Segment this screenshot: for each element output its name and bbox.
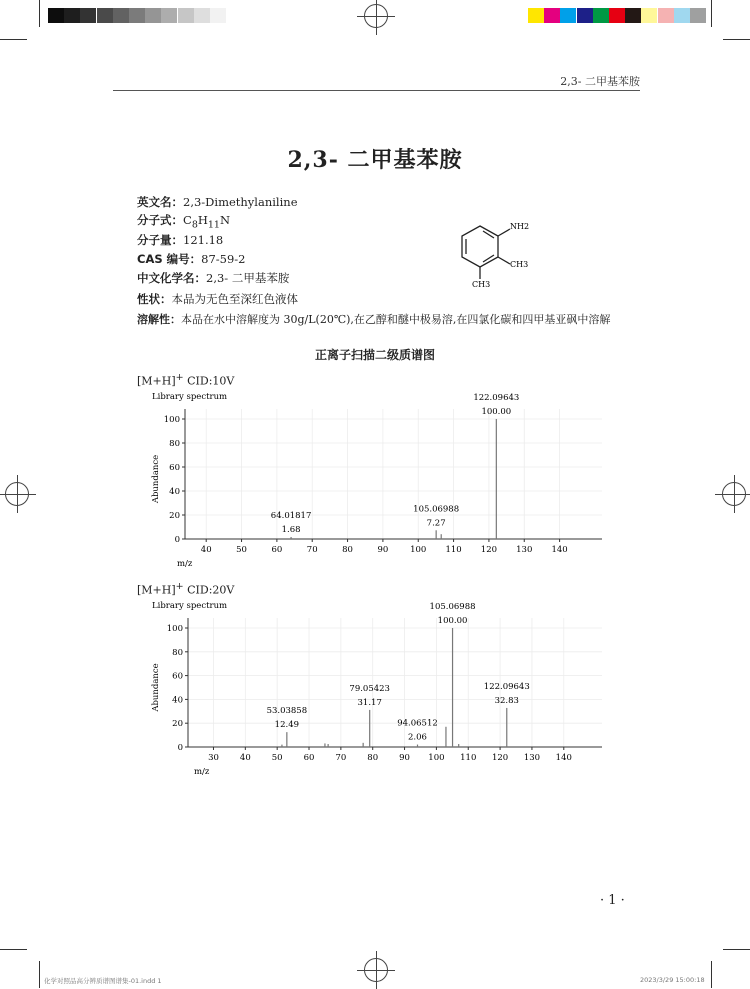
chinese-name-value: 2,3- 二甲基苯胺: [206, 271, 290, 285]
solubility-row: [137, 311, 610, 327]
peak-abundance-label: 100.00: [481, 407, 512, 417]
footer-file-info: 化学对照品高分辨质谱图谱集-01.indd 1: [44, 977, 162, 985]
color-swatch: [577, 8, 593, 23]
spectrum-1-chart: [140, 388, 610, 573]
appearance-row: [137, 291, 298, 307]
peak-abundance-label: 1.68: [281, 524, 301, 535]
cas-label: CAS 编号：: [137, 252, 202, 266]
x-tick-label: 130: [516, 545, 533, 555]
library-spectrum-label: Library spectrum: [152, 601, 228, 611]
crop-mark: [0, 949, 27, 950]
english-name-row: [137, 194, 298, 210]
x-tick-label: 40: [239, 753, 251, 763]
library-spectrum-label: Library spectrum: [152, 392, 228, 402]
peak-abundance-label: 31.17: [357, 697, 382, 708]
cas-value: 87-59-2: [201, 252, 246, 266]
color-swatch: [674, 8, 690, 23]
y-tick-label: 80: [172, 647, 183, 658]
y-tick-label: 40: [169, 487, 180, 497]
x-tick-label: 100: [410, 545, 427, 555]
registration-mark: [722, 482, 746, 506]
crop-mark: [723, 39, 750, 40]
solubility-label: 溶解性：: [137, 313, 181, 326]
gray-swatch: [178, 8, 194, 23]
formula-row: [137, 212, 230, 230]
y-tick-label: 60: [169, 463, 180, 473]
appearance-value: 本品为无色至深红色液体: [171, 292, 298, 306]
x-tick-label: 70: [306, 545, 318, 555]
y-tick-label: 80: [169, 439, 180, 449]
y-tick-label: 20: [172, 719, 183, 730]
peak-mz-label: 105.06988: [429, 602, 476, 612]
x-tick-label: 140: [555, 753, 572, 763]
x-tick-label: 120: [480, 545, 498, 555]
peak-mz-label: 122.09643: [473, 393, 520, 403]
color-swatch: [544, 8, 560, 23]
gray-swatch: [64, 8, 80, 23]
color-swatch: [690, 8, 706, 23]
y-tick-label: 60: [172, 671, 183, 682]
nh2-label: NH2: [510, 222, 530, 231]
gray-swatch: [129, 8, 145, 23]
x-tick-label: 110: [445, 545, 462, 555]
registration-mark: [364, 4, 388, 28]
mw-row: [137, 232, 223, 248]
y-axis-label: Abundance: [151, 454, 161, 504]
gray-swatch: [210, 8, 226, 23]
x-tick-label: 90: [377, 545, 389, 555]
page-title: 2,3- 二甲基苯胺: [287, 147, 463, 173]
mw-value: 121.18: [183, 233, 224, 247]
x-axis-label: m/z: [194, 767, 210, 777]
running-header: 2,3- 二甲基苯胺: [560, 75, 640, 88]
peak-mz-label: 64.01817: [270, 510, 312, 521]
x-tick-label: 100: [428, 753, 445, 763]
gray-swatch: [145, 8, 161, 23]
color-swatch: [560, 8, 576, 23]
y-tick-label: 0: [177, 743, 183, 753]
gray-swatch: [48, 8, 64, 23]
header-rule: [113, 90, 640, 91]
gray-swatch: [97, 8, 113, 23]
x-tick-label: 40: [200, 545, 212, 555]
registration-mark: [364, 958, 388, 982]
crop-mark: [711, 961, 712, 988]
y-axis-label: Abundance: [151, 663, 161, 712]
x-axis-label: m/z: [177, 559, 193, 569]
footer-timestamp: 2023/3/29 15:00:18: [640, 976, 705, 984]
chinese-name-label: 中文化学名：: [137, 271, 206, 285]
color-swatch: [658, 8, 674, 23]
gray-swatch: [113, 8, 129, 23]
crop-mark: [0, 39, 27, 40]
x-tick-label: 130: [523, 753, 541, 763]
x-tick-label: 140: [551, 545, 568, 555]
x-tick-label: 120: [491, 753, 509, 763]
color-swatch: [609, 8, 625, 23]
peak-mz-label: 105.06988: [413, 504, 460, 515]
crop-mark: [723, 949, 750, 950]
ch3-right-label: CH3: [510, 260, 529, 269]
y-tick-label: 0: [174, 535, 180, 545]
color-swatch: [593, 8, 609, 23]
peak-abundance-label: 32.83: [494, 695, 519, 706]
x-tick-label: 50: [236, 545, 247, 555]
english-name-value: 2,3-Dimethylaniline: [183, 195, 298, 209]
solubility-value: 本品在水中溶解度为 30g/L(20℃),在乙醇和醚中极易溶,在四氯化碳和四甲基亚砜中溶解: [181, 313, 611, 326]
peak-abundance-label: 12.49: [274, 720, 300, 731]
peak-mz-label: 94.06512: [397, 718, 438, 729]
peak-mz-label: 122.09643: [483, 681, 530, 692]
x-tick-label: 60: [271, 545, 283, 555]
y-tick-label: 20: [169, 511, 180, 521]
peak-mz-label: 53.03858: [266, 706, 308, 717]
color-swatch: [625, 8, 641, 23]
y-tick-label: 40: [172, 695, 183, 706]
x-tick-label: 90: [399, 753, 410, 763]
x-tick-label: 60: [303, 753, 315, 763]
section-title: 正离子扫描二级质谱图: [314, 348, 435, 362]
peak-mz-label: 79.05423: [349, 683, 390, 694]
spectrum-2-label: [M+H]+ CID:20V: [137, 581, 235, 597]
english-name-label: 英文名：: [137, 195, 183, 209]
crop-mark: [711, 0, 712, 27]
chinese-name-row: [137, 270, 289, 286]
gray-swatch: [80, 8, 96, 23]
page-number: · 1 ·: [600, 893, 625, 908]
spectrum-2-chart: [140, 597, 610, 782]
spectrum-1-label: [M+H]+ CID:10V: [137, 372, 235, 388]
y-tick-label: 100: [163, 415, 180, 425]
peak-abundance-label: 2.06: [408, 732, 427, 743]
x-tick-label: 70: [335, 753, 347, 763]
chemical-structure: [450, 212, 550, 292]
formula-label: 分子式：: [137, 213, 183, 227]
registration-mark: [5, 482, 29, 506]
appearance-label: 性状：: [137, 292, 172, 306]
x-tick-label: 80: [342, 545, 353, 555]
crop-mark: [39, 961, 40, 988]
x-tick-label: 30: [208, 753, 219, 763]
peak-abundance-label: 100.00: [437, 616, 468, 626]
cas-row: [137, 251, 246, 267]
color-swatch: [641, 8, 657, 23]
mw-label: 分子量：: [137, 233, 183, 247]
peak-abundance-label: 7.27: [426, 518, 446, 529]
x-tick-label: 80: [367, 753, 379, 763]
ch3-bottom-label: CH3: [472, 280, 491, 289]
x-tick-label: 50: [271, 753, 283, 763]
y-tick-label: 100: [166, 624, 183, 634]
crop-mark: [39, 0, 40, 27]
gray-swatch: [161, 8, 177, 23]
formula-value: $C_8H_{11}N$: [183, 213, 231, 231]
gray-swatch: [194, 8, 210, 23]
x-tick-label: 110: [460, 753, 477, 763]
color-swatch: [528, 8, 544, 23]
